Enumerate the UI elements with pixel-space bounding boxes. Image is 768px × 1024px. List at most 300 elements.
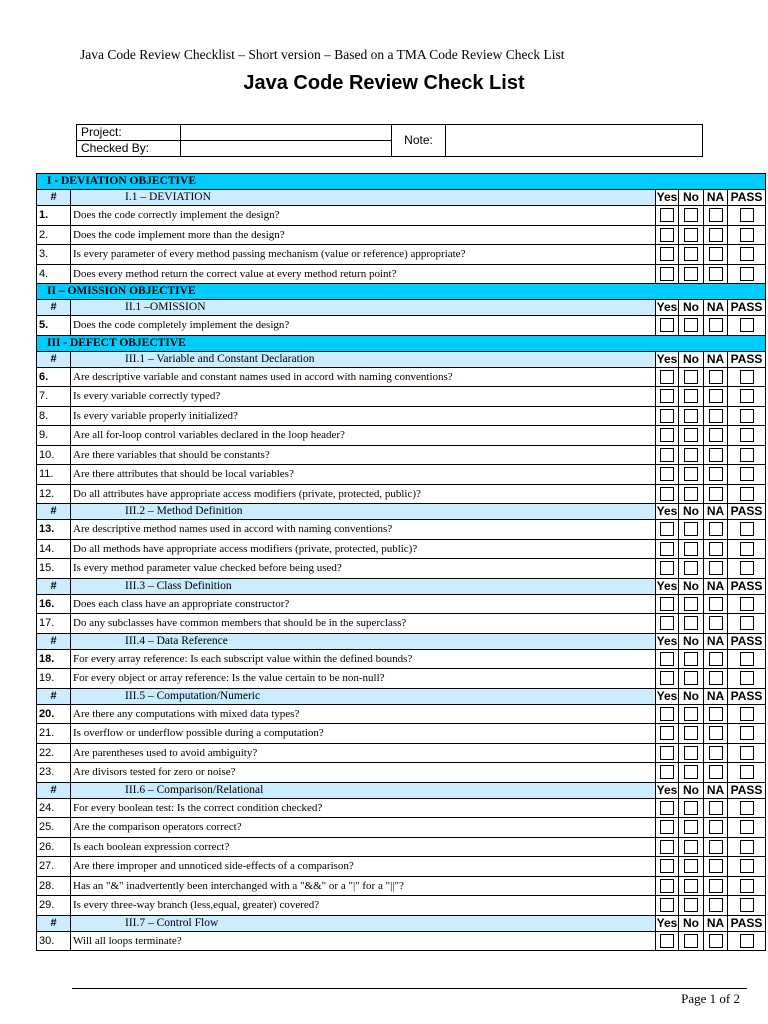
checkbox-cell-na xyxy=(704,245,728,265)
checklist-item-row xyxy=(37,896,766,916)
checklist-item-row xyxy=(37,367,766,387)
checkbox-cell-pass xyxy=(728,520,766,540)
checkbox-cell-pass xyxy=(728,857,766,877)
checkbox-cell-pass xyxy=(728,818,766,838)
pass-checkbox[interactable] xyxy=(740,448,754,462)
checkbox-cell-pass xyxy=(728,264,766,284)
no-checkbox[interactable] xyxy=(684,522,698,536)
column-header-no: No xyxy=(679,578,704,594)
checkbox-cell-yes xyxy=(656,367,679,387)
na-checkbox[interactable] xyxy=(709,487,723,501)
column-header-yes: Yes xyxy=(656,351,678,366)
na-checkbox[interactable] xyxy=(709,208,723,222)
column-header-na: NA xyxy=(704,688,728,704)
column-header-pass: PASS xyxy=(728,351,766,367)
pass-checkbox[interactable] xyxy=(740,267,754,281)
checkbox-cell-pass xyxy=(728,316,766,336)
na-checkbox[interactable] xyxy=(709,746,723,760)
page-number: Page 1 of 2 xyxy=(681,991,740,1006)
yes-checkbox[interactable] xyxy=(660,467,674,481)
checkbox-cell-no xyxy=(679,649,704,669)
checkbox-cell-pass xyxy=(728,763,766,783)
no-checkbox[interactable] xyxy=(684,765,698,779)
na-checkbox[interactable] xyxy=(709,820,723,834)
yes-checkbox[interactable] xyxy=(660,652,674,666)
checkbox-cell-pass xyxy=(728,594,766,614)
checkbox-cell-yes xyxy=(656,264,679,284)
item-number: 7. xyxy=(37,387,71,407)
note-label: Note: xyxy=(392,125,446,157)
checkbox-cell-no xyxy=(679,837,704,857)
pass-checkbox[interactable] xyxy=(740,652,754,666)
yes-checkbox[interactable] xyxy=(660,228,674,242)
na-checkbox[interactable] xyxy=(709,267,723,281)
checkbox-cell-na xyxy=(704,724,728,744)
yes-checkbox[interactable] xyxy=(660,409,674,423)
no-checkbox[interactable] xyxy=(684,561,698,575)
item-question: Do all methods have appropriate access modifiers (private, protected, public)? xyxy=(71,539,656,559)
no-checkbox[interactable] xyxy=(684,318,698,332)
checkbox-cell-pass xyxy=(728,798,766,818)
item-question: Is each boolean expression correct? xyxy=(71,837,656,857)
yes-checkbox[interactable] xyxy=(660,448,674,462)
yes-checkbox[interactable] xyxy=(660,318,674,332)
checkbox-cell-yes xyxy=(656,406,679,426)
no-checkbox[interactable] xyxy=(684,542,698,556)
na-checkbox[interactable] xyxy=(709,370,723,384)
pass-checkbox[interactable] xyxy=(740,859,754,873)
no-checkbox[interactable] xyxy=(684,898,698,912)
na-checkbox[interactable] xyxy=(709,726,723,740)
pass-checkbox[interactable] xyxy=(740,726,754,740)
na-checkbox[interactable] xyxy=(709,467,723,481)
na-checkbox[interactable] xyxy=(709,801,723,815)
pass-checkbox[interactable] xyxy=(740,879,754,893)
checklist-item-row xyxy=(37,763,766,783)
item-question: Will all loops terminate? xyxy=(71,931,656,951)
section-title: III.7 – Control Flow xyxy=(71,915,656,931)
checkbox-cell-no xyxy=(679,763,704,783)
pass-checkbox[interactable] xyxy=(740,898,754,912)
project-label: Project: xyxy=(77,125,181,141)
item-number: 2. xyxy=(37,225,71,245)
pass-checkbox[interactable] xyxy=(740,561,754,575)
yes-checkbox[interactable] xyxy=(660,487,674,501)
pass-checkbox[interactable] xyxy=(740,820,754,834)
pass-checkbox[interactable] xyxy=(740,208,754,222)
checklist-item-row xyxy=(37,669,766,689)
yes-checkbox[interactable] xyxy=(660,840,674,854)
yes-checkbox[interactable] xyxy=(660,898,674,912)
item-question: Are all for-loop control variables declared in the loop header? xyxy=(71,426,656,446)
checkbox-cell-no xyxy=(679,520,704,540)
column-header-no: No xyxy=(679,915,704,931)
checkbox-cell-na xyxy=(704,367,728,387)
item-number: 19. xyxy=(37,669,71,689)
column-header-na: NA xyxy=(704,782,728,798)
pass-checkbox[interactable] xyxy=(740,522,754,536)
na-checkbox[interactable] xyxy=(709,671,723,685)
pass-checkbox[interactable] xyxy=(740,616,754,630)
section-header-row xyxy=(37,351,766,367)
checkbox-cell-no xyxy=(679,245,704,265)
na-checkbox[interactable] xyxy=(709,765,723,779)
pass-checkbox[interactable] xyxy=(740,840,754,854)
checkbox-cell-pass xyxy=(728,426,766,446)
item-number: 26. xyxy=(37,837,71,857)
yes-checkbox[interactable] xyxy=(660,801,674,815)
column-header-no: No xyxy=(679,782,704,798)
checklist-item-row xyxy=(37,426,766,446)
yes-checkbox[interactable] xyxy=(660,765,674,779)
yes-checkbox[interactable] xyxy=(660,671,674,685)
pass-checkbox[interactable] xyxy=(740,409,754,423)
section-title: II.1 –OMISSION xyxy=(71,300,656,316)
hash-header: # xyxy=(37,578,71,594)
yes-checkbox[interactable] xyxy=(660,428,674,442)
checkbox-cell-yes xyxy=(656,931,679,951)
na-checkbox[interactable] xyxy=(709,389,723,403)
yes-checkbox[interactable] xyxy=(660,247,674,261)
item-question: Are divisors tested for zero or noise? xyxy=(71,763,656,783)
item-number: 17. xyxy=(37,614,71,634)
section-title: III.5 – Computation/Numeric xyxy=(71,688,656,704)
na-checkbox[interactable] xyxy=(709,879,723,893)
section-title: III.2 – Method Definition xyxy=(71,504,656,520)
footer-divider xyxy=(72,988,747,989)
na-checkbox[interactable] xyxy=(709,409,723,423)
objective-title: II – OMISSION OBJECTIVE xyxy=(37,284,766,300)
item-question: Are descriptive method names used in accord with naming conventions? xyxy=(71,520,656,540)
hash-header: # xyxy=(37,190,71,206)
checkbox-cell-no xyxy=(679,743,704,763)
checkbox-cell-yes xyxy=(656,245,679,265)
no-checkbox[interactable] xyxy=(684,228,698,242)
na-checkbox[interactable] xyxy=(709,542,723,556)
checkbox-cell-na xyxy=(704,387,728,407)
checkbox-cell-yes xyxy=(656,857,679,877)
item-question: For every array reference: Is each subscript value within the defined bounds? xyxy=(71,649,656,669)
item-question: Are there variables that should be constants? xyxy=(71,445,656,465)
item-question: Has an "&" inadvertently been interchanged with a "&&" or a "|" for a "||"? xyxy=(71,876,656,896)
checkbox-cell-pass xyxy=(728,245,766,265)
column-header-na: NA xyxy=(704,300,728,316)
section-title: III.4 – Data Reference xyxy=(71,633,656,649)
checkbox-cell-no xyxy=(679,225,704,245)
no-checkbox[interactable] xyxy=(684,208,698,222)
pass-checkbox[interactable] xyxy=(740,801,754,815)
checklist-item-row xyxy=(37,876,766,896)
pass-checkbox[interactable] xyxy=(740,487,754,501)
checkbox-cell-pass xyxy=(728,649,766,669)
na-checkbox[interactable] xyxy=(709,859,723,873)
section-title: I.1 – DEVIATION xyxy=(71,190,656,206)
checklist-item-row xyxy=(37,649,766,669)
checkbox-cell-na xyxy=(704,896,728,916)
column-header-pass: PASS xyxy=(728,190,766,206)
checklist-item-row xyxy=(37,798,766,818)
column-header-na: NA xyxy=(704,351,728,367)
no-checkbox[interactable] xyxy=(684,616,698,630)
checkbox-cell-yes xyxy=(656,520,679,540)
column-header-no: No xyxy=(679,351,704,367)
checkbox-cell-na xyxy=(704,484,728,504)
checkbox-cell-yes xyxy=(656,669,679,689)
section-title: III.6 – Comparison/Relational xyxy=(71,782,656,798)
checkbox-cell-no xyxy=(679,264,704,284)
no-checkbox[interactable] xyxy=(684,671,698,685)
item-question: For every boolean test: Is the correct condition checked? xyxy=(71,798,656,818)
item-question: Is every parameter of every method passing mechanism (value or reference) appropriate? xyxy=(71,245,656,265)
no-checkbox[interactable] xyxy=(684,487,698,501)
item-question: Does every method return the correct value at every method return point? xyxy=(71,264,656,284)
no-checkbox[interactable] xyxy=(684,428,698,442)
document-subtitle: Java Code Review Checklist – Short version – Based on a TMA Code Review Check List xyxy=(80,47,565,62)
checkbox-cell-no xyxy=(679,206,704,226)
no-checkbox[interactable] xyxy=(684,934,698,948)
checkbox-cell-na xyxy=(704,837,728,857)
column-header-no: No xyxy=(679,504,704,520)
column-header-na: NA xyxy=(704,504,728,520)
yes-checkbox[interactable] xyxy=(660,542,674,556)
item-number: 6. xyxy=(37,367,71,387)
checkbox-cell-na xyxy=(704,704,728,724)
column-header-yes: Yes xyxy=(656,578,678,593)
pass-checkbox[interactable] xyxy=(740,228,754,242)
yes-checkbox[interactable] xyxy=(660,597,674,611)
pass-checkbox[interactable] xyxy=(740,707,754,721)
column-header-na: NA xyxy=(704,578,728,594)
column-header-pass: PASS xyxy=(728,504,766,520)
checkbox-cell-yes xyxy=(656,649,679,669)
checkbox-cell-pass xyxy=(728,387,766,407)
item-number: 29. xyxy=(37,896,71,916)
checked-by-field[interactable] xyxy=(181,141,392,157)
checkbox-cell-no xyxy=(679,931,704,951)
item-question: Does the code implement more than the design? xyxy=(71,225,656,245)
column-header-no: No xyxy=(679,633,704,649)
checklist-item-row xyxy=(37,743,766,763)
objective-title: I - DEVIATION OBJECTIVE xyxy=(37,174,766,190)
pass-checkbox[interactable] xyxy=(740,934,754,948)
yes-checkbox[interactable] xyxy=(660,707,674,721)
checklist-item-row xyxy=(37,704,766,724)
yes-checkbox[interactable] xyxy=(660,370,674,384)
checklist-item-row xyxy=(37,264,766,284)
checkbox-cell-yes xyxy=(656,225,679,245)
checklist-item-row xyxy=(37,857,766,877)
no-checkbox[interactable] xyxy=(684,840,698,854)
item-number: 30. xyxy=(37,931,71,951)
checklist-item-row xyxy=(37,724,766,744)
column-header-yes: Yes xyxy=(656,915,678,930)
section-header-row xyxy=(37,782,766,798)
checklist-item-row xyxy=(37,594,766,614)
column-header-no: No xyxy=(679,688,704,704)
no-checkbox[interactable] xyxy=(684,820,698,834)
pass-checkbox[interactable] xyxy=(740,746,754,760)
column-header-pass: PASS xyxy=(728,688,766,704)
no-checkbox[interactable] xyxy=(684,801,698,815)
checkbox-cell-no xyxy=(679,559,704,579)
yes-checkbox[interactable] xyxy=(660,820,674,834)
hash-header: # xyxy=(37,688,71,704)
checkbox-cell-na xyxy=(704,539,728,559)
yes-checkbox[interactable] xyxy=(660,746,674,760)
yes-checkbox[interactable] xyxy=(660,859,674,873)
no-checkbox[interactable] xyxy=(684,448,698,462)
item-question: Does the code correctly implement the design? xyxy=(71,206,656,226)
project-field[interactable] xyxy=(181,125,392,141)
column-header-yes: Yes xyxy=(656,300,678,314)
item-number: 16. xyxy=(37,594,71,614)
item-question: Are descriptive variable and constant names used in accord with naming conventions? xyxy=(71,367,656,387)
pass-checkbox[interactable] xyxy=(740,671,754,685)
section-header-row xyxy=(37,504,766,520)
pass-checkbox[interactable] xyxy=(740,467,754,481)
item-question: Is every variable properly initialized? xyxy=(71,406,656,426)
na-checkbox[interactable] xyxy=(709,898,723,912)
checklist-item-row xyxy=(37,837,766,857)
na-checkbox[interactable] xyxy=(709,597,723,611)
pass-checkbox[interactable] xyxy=(740,542,754,556)
pass-checkbox[interactable] xyxy=(740,428,754,442)
na-checkbox[interactable] xyxy=(709,247,723,261)
hash-header: # xyxy=(37,504,71,520)
item-question: Is every method parameter value checked before being used? xyxy=(71,559,656,579)
yes-checkbox[interactable] xyxy=(660,389,674,403)
no-checkbox[interactable] xyxy=(684,652,698,666)
no-checkbox[interactable] xyxy=(684,467,698,481)
pass-checkbox[interactable] xyxy=(740,597,754,611)
yes-checkbox[interactable] xyxy=(660,208,674,222)
checklist-item-row xyxy=(37,539,766,559)
checkbox-cell-no xyxy=(679,426,704,446)
item-number: 10. xyxy=(37,445,71,465)
checkbox-cell-na xyxy=(704,264,728,284)
no-checkbox[interactable] xyxy=(684,247,698,261)
checkbox-cell-yes xyxy=(656,594,679,614)
item-number: 14. xyxy=(37,539,71,559)
item-number: 22. xyxy=(37,743,71,763)
column-header-no: No xyxy=(679,300,704,316)
checkbox-cell-na xyxy=(704,857,728,877)
section-title: III.1 – Variable and Constant Declaration xyxy=(71,351,656,367)
objective-row xyxy=(37,335,766,351)
checkbox-cell-na xyxy=(704,798,728,818)
item-number: 24. xyxy=(37,798,71,818)
no-checkbox[interactable] xyxy=(684,746,698,760)
item-number: 23. xyxy=(37,763,71,783)
checkbox-cell-pass xyxy=(728,743,766,763)
checkbox-cell-yes xyxy=(656,387,679,407)
checkbox-cell-pass xyxy=(728,465,766,485)
checkbox-cell-pass xyxy=(728,445,766,465)
item-number: 8. xyxy=(37,406,71,426)
checkbox-cell-na xyxy=(704,426,728,446)
no-checkbox[interactable] xyxy=(684,409,698,423)
na-checkbox[interactable] xyxy=(709,228,723,242)
pass-checkbox[interactable] xyxy=(740,318,754,332)
yes-checkbox[interactable] xyxy=(660,934,674,948)
checkbox-cell-pass xyxy=(728,206,766,226)
item-question: Are the comparison operators correct? xyxy=(71,818,656,838)
na-checkbox[interactable] xyxy=(709,428,723,442)
checkbox-cell-pass xyxy=(728,931,766,951)
yes-checkbox[interactable] xyxy=(660,616,674,630)
na-checkbox[interactable] xyxy=(709,448,723,462)
pass-checkbox[interactable] xyxy=(740,370,754,384)
item-question: Are parentheses used to avoid ambiguity? xyxy=(71,743,656,763)
yes-checkbox[interactable] xyxy=(660,267,674,281)
item-number: 15. xyxy=(37,559,71,579)
na-checkbox[interactable] xyxy=(709,522,723,536)
yes-checkbox[interactable] xyxy=(660,522,674,536)
project-info-table xyxy=(76,124,703,157)
no-checkbox[interactable] xyxy=(684,726,698,740)
checkbox-cell-no xyxy=(679,724,704,744)
checkbox-cell-na xyxy=(704,445,728,465)
na-checkbox[interactable] xyxy=(709,616,723,630)
checkbox-cell-pass xyxy=(728,614,766,634)
no-checkbox[interactable] xyxy=(684,879,698,893)
column-header-yes: Yes xyxy=(656,633,678,648)
no-checkbox[interactable] xyxy=(684,267,698,281)
column-header-yes: Yes xyxy=(656,504,678,518)
pass-checkbox[interactable] xyxy=(740,247,754,261)
na-checkbox[interactable] xyxy=(709,840,723,854)
note-field[interactable] xyxy=(446,125,703,157)
checkbox-cell-no xyxy=(679,669,704,689)
na-checkbox[interactable] xyxy=(709,934,723,948)
no-checkbox[interactable] xyxy=(684,597,698,611)
checkbox-cell-yes xyxy=(656,876,679,896)
pass-checkbox[interactable] xyxy=(740,389,754,403)
section-header-row xyxy=(37,578,766,594)
checklist-item-row xyxy=(37,484,766,504)
item-number: 5. xyxy=(37,316,71,336)
objective-row xyxy=(37,174,766,190)
checkbox-cell-yes xyxy=(656,559,679,579)
column-header-na: NA xyxy=(704,190,728,206)
na-checkbox[interactable] xyxy=(709,318,723,332)
yes-checkbox[interactable] xyxy=(660,879,674,893)
no-checkbox[interactable] xyxy=(684,389,698,403)
yes-checkbox[interactable] xyxy=(660,561,674,575)
item-number: 13. xyxy=(37,520,71,540)
checkbox-cell-pass xyxy=(728,367,766,387)
checkbox-cell-na xyxy=(704,669,728,689)
column-header-yes: Yes xyxy=(656,782,678,797)
item-number: 20. xyxy=(37,704,71,724)
no-checkbox[interactable] xyxy=(684,859,698,873)
checkbox-cell-na xyxy=(704,876,728,896)
checkbox-cell-no xyxy=(679,484,704,504)
checkbox-cell-na xyxy=(704,931,728,951)
yes-checkbox[interactable] xyxy=(660,726,674,740)
item-number: 3. xyxy=(37,245,71,265)
checkbox-cell-yes xyxy=(656,539,679,559)
na-checkbox[interactable] xyxy=(709,652,723,666)
na-checkbox[interactable] xyxy=(709,561,723,575)
pass-checkbox[interactable] xyxy=(740,765,754,779)
no-checkbox[interactable] xyxy=(684,707,698,721)
checkbox-cell-yes xyxy=(656,896,679,916)
section-header-row xyxy=(37,688,766,704)
item-question: Does each class have an appropriate constructor? xyxy=(71,594,656,614)
no-checkbox[interactable] xyxy=(684,370,698,384)
na-checkbox[interactable] xyxy=(709,707,723,721)
